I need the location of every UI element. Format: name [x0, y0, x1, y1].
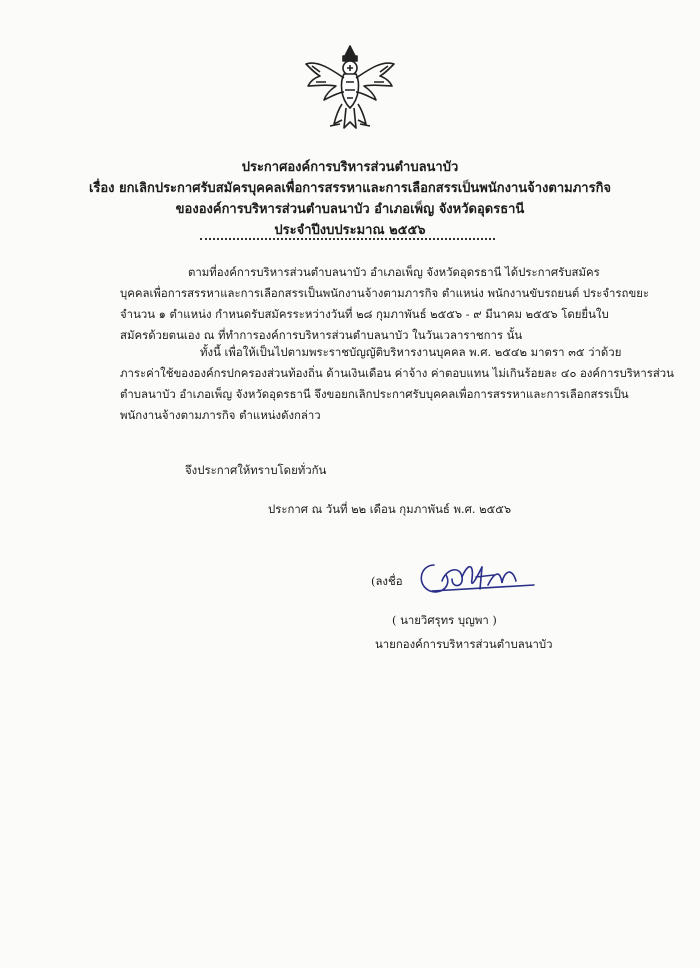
- paragraph-2-line: ตำบลนาบัว อำเภอเพ็ญ จังหวัดอุดรธานี จึงขอยกเลิกประกาศรับบุคคลเพื่อการสรรหาและการเลือกสรรเป็น: [120, 387, 629, 401]
- announcement-heading: [60, 157, 640, 241]
- heading-line-2: เรื่อง ยกเลิกประกาศรับสมัครบุคคลเพื่อการสรรหาและการเลือกสรรเป็นพนักงานจ้างตามภารกิจ: [88, 181, 612, 196]
- paragraph-1-line: สมัครด้วยตนเอง ณ ที่ทำการองค์การบริหารส่วนตำบลนาบัว ในวันเวลาราชการ นั้น: [120, 328, 523, 342]
- garuda-emblem: [300, 40, 400, 140]
- heading-line-1: ประกาศองค์การบริหารส่วนตำบลนาบัว: [241, 160, 459, 175]
- paragraph-2-line: ทั้งนี้ เพื่อให้เป็นไปตามพระราชบัญญัติบริหารงานบุคคล พ.ศ. ๒๕๔๒ มาตรา ๓๕ ว่าด้วย: [200, 345, 622, 359]
- paragraph-1-line: ตามที่องค์การบริหารส่วนตำบลนาบัว อำเภอเพ็ญ จังหวัดอุดรธานี ได้ประกาศรับสมัคร: [188, 265, 600, 279]
- paragraph-2-line: พนักงานจ้างตามภารกิจ ตำแหน่งดังกล่าว: [120, 408, 321, 422]
- signature-label: (ลงชื่อ: [371, 574, 403, 588]
- paragraph-2-line: ภาระค่าใช้ขององค์กรปกครองส่วนท้องถิ่น ด้านเงินเดือน ค่าจ้าง ค่าตอบแทน ไม่เกินร้อยละ ๔๐ องค์การบริหารส่วน: [120, 366, 674, 380]
- heading-line-3: ขององค์การบริหารส่วนตำบลนาบัว อำเภอเพ็ญ จังหวัดอุดรธานี: [175, 202, 525, 217]
- signatory-title: นายกองค์การบริหารส่วนตำบลนาบัว: [375, 637, 553, 651]
- paragraph-1-line: จำนวน ๑ ตำแหน่ง กำหนดรับสมัครระหว่างวันที่ ๒๘ กุมภาพันธ์ ๒๕๕๖ - ๙ มีนาคม ๒๕๕๖ โดยยื่นใบ: [120, 307, 609, 321]
- paragraph-2: [120, 342, 674, 426]
- paragraph-1: [120, 262, 650, 346]
- heading-line-4: ประจำปีงบประมาณ ๒๕๕๖: [274, 223, 426, 238]
- announcement-date: ประกาศ ณ วันที่ ๒๒ เดือน กุมภาพันธ์ พ.ศ. ๒๕๕๖: [268, 502, 512, 516]
- closing-sentence: จึงประกาศให้ทราบโดยทั่วกัน: [185, 463, 327, 477]
- paragraph-1-line: บุคคลเพื่อการสรรหาและการเลือกสรรเป็นพนักงานจ้างตามภารกิจ ตำแหน่ง พนักงานขับรถยนต์ ประจำรถขยะ: [120, 286, 650, 300]
- handwritten-signature: [412, 555, 537, 600]
- signatory-name: ( นายวิศรุทร บุญพา ): [392, 613, 497, 627]
- dotted-divider: [200, 238, 495, 240]
